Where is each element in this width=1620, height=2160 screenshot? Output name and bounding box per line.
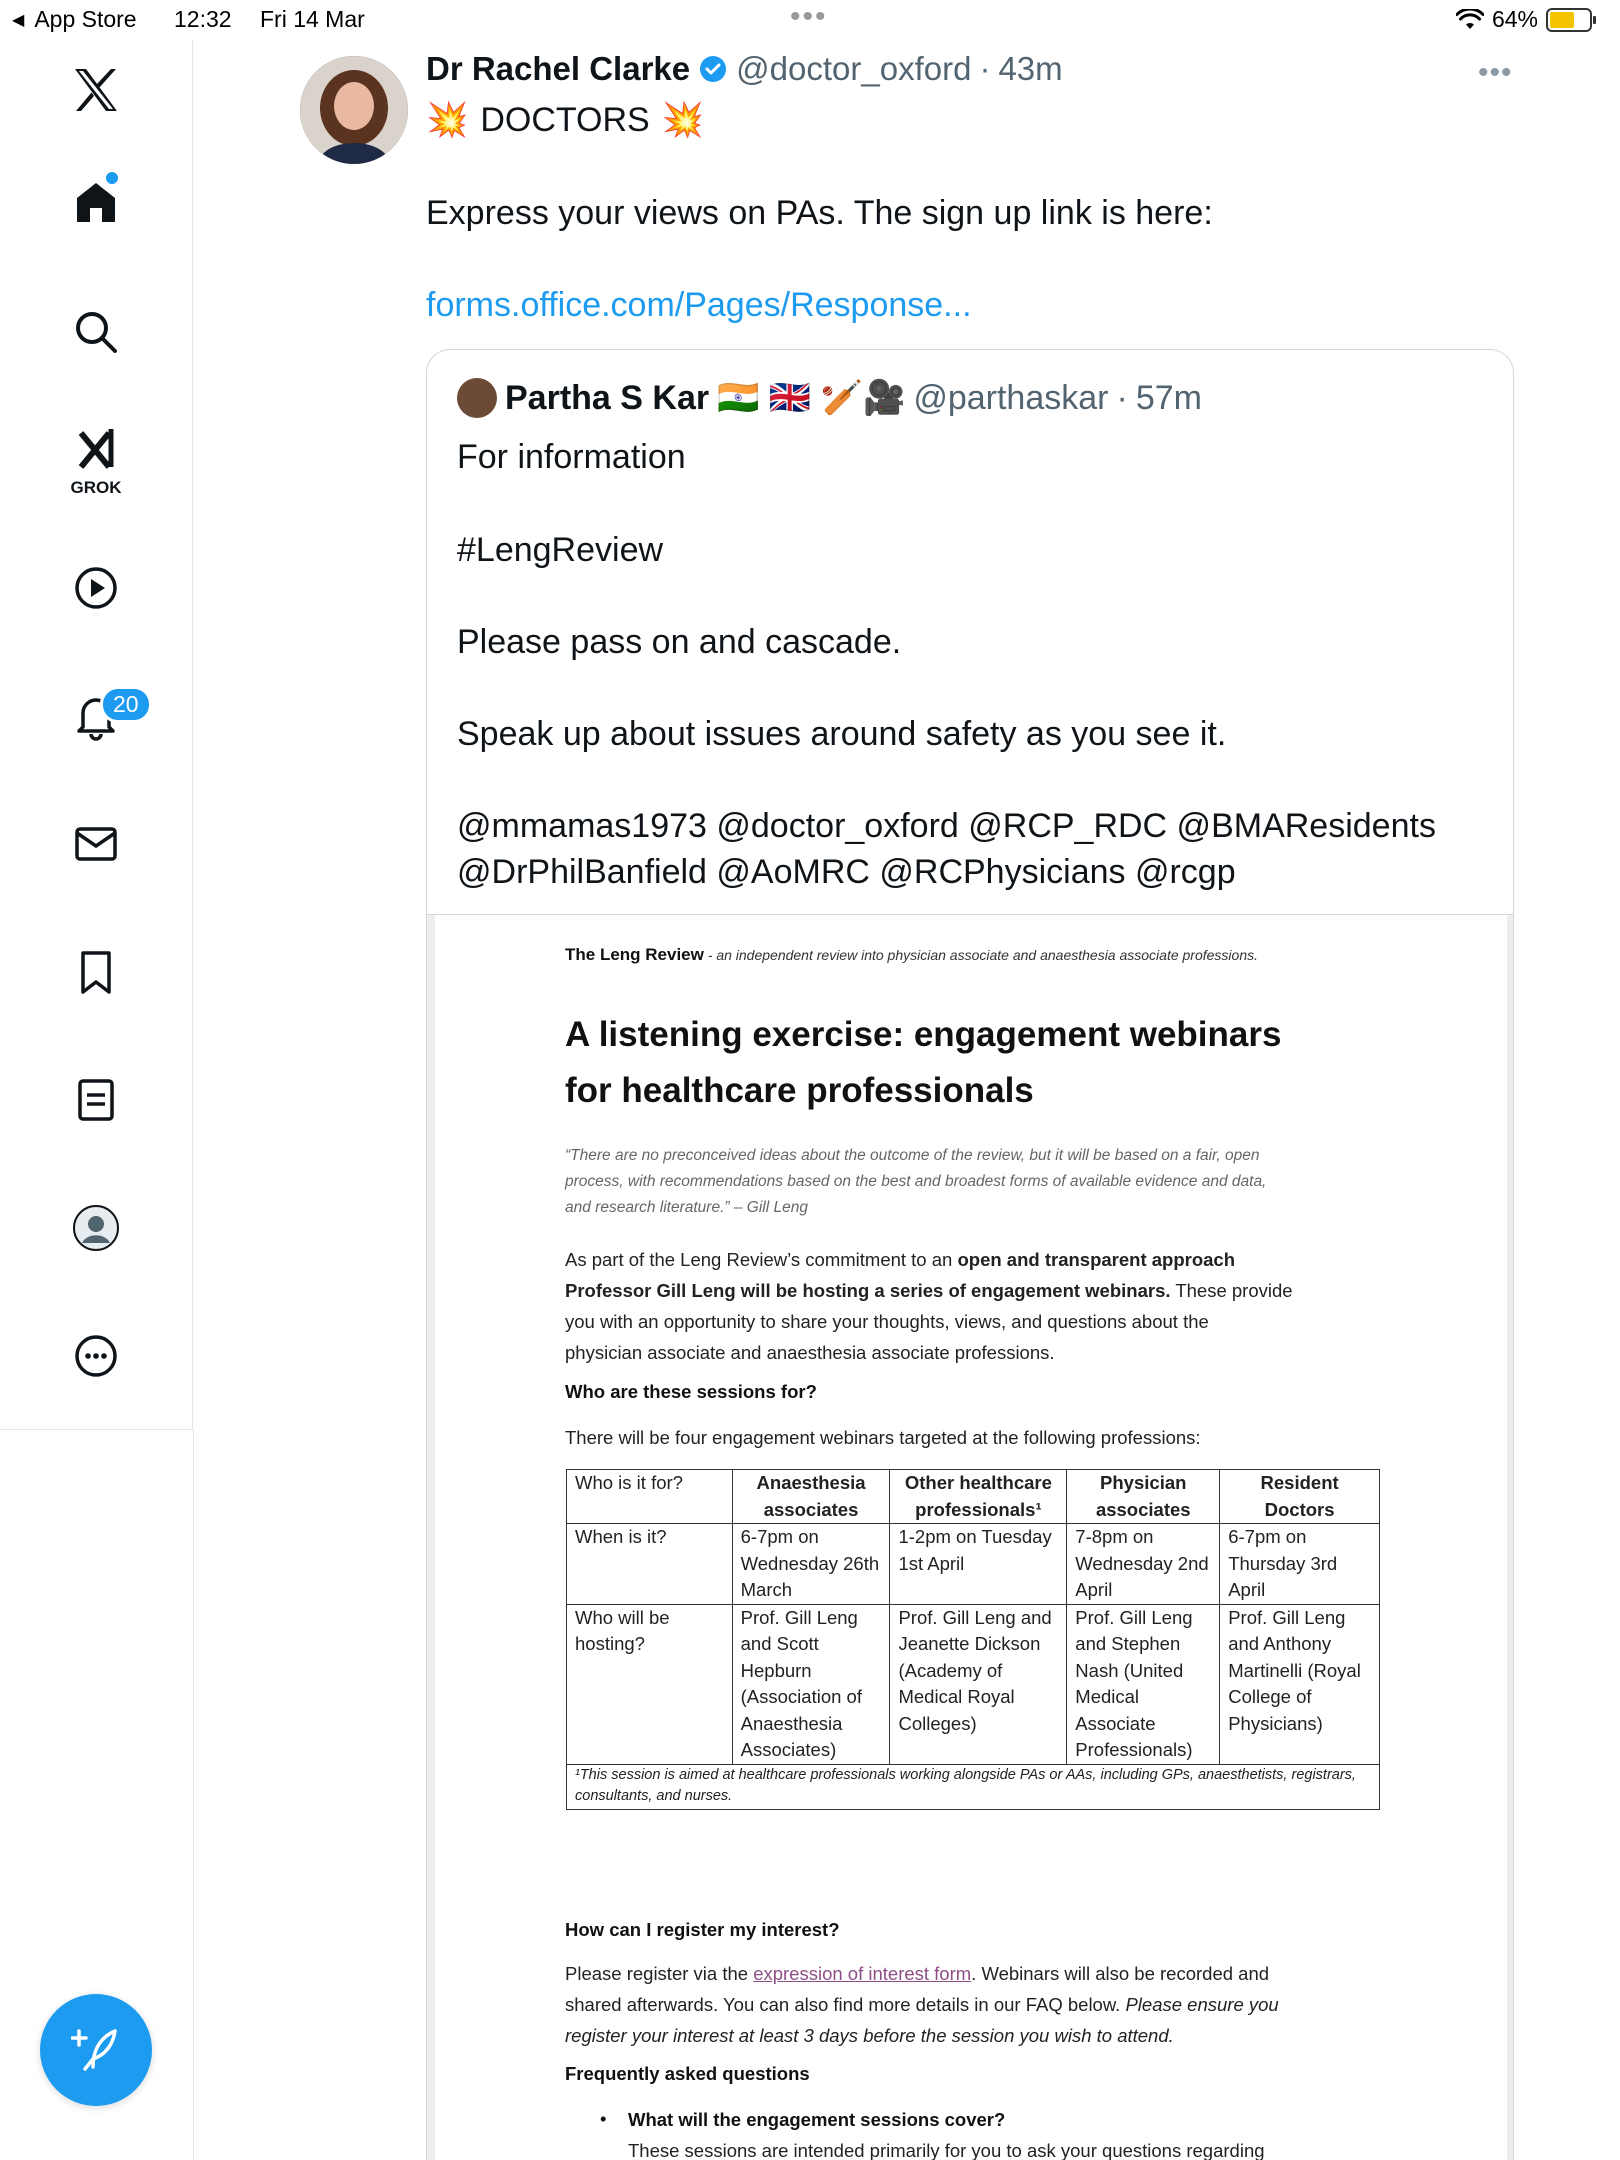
tweet-headline: DOCTORS <box>480 100 650 139</box>
register-text-part: shared afterwards. You can also find more details in our FAQ below. <box>565 1994 1126 2015</box>
status-time: 12:32 <box>174 6 232 32</box>
tweet-time[interactable]: 43m <box>998 50 1063 87</box>
document-kicker-subtitle: - an independent review into physician associate and anaesthesia associate professions. <box>703 947 1258 963</box>
table-cell: 1-2pm on Tuesday 1st April <box>890 1524 1067 1605</box>
compose-post-button[interactable] <box>40 1994 152 2106</box>
document-kicker <box>565 945 1258 965</box>
intro-bold: open and transparent approach <box>957 1249 1236 1270</box>
table-row <box>567 1524 1380 1605</box>
bookmarks-icon[interactable] <box>66 942 126 1002</box>
status-indicators <box>1456 6 1592 33</box>
multitasking-dots-icon[interactable]: ••• <box>790 0 828 33</box>
lists-icon[interactable] <box>66 1070 126 1130</box>
expression-of-interest-link[interactable]: expression of interest form <box>753 1963 972 1984</box>
register-text-part: . Webinars will also be recorded and <box>971 1963 1270 1984</box>
table-cell: Prof. Gill Leng and Scott Hepburn (Association of Anaesthesia Associates) <box>732 1604 890 1764</box>
author-handle[interactable]: @doctor_oxford <box>736 50 972 87</box>
quote-mentions-line[interactable]: @DrPhilBanfield @AoMRC @RCPhysicians @rcgp <box>457 853 1236 891</box>
table-cell: Prof. Gill Leng and Jeanette Dickson (Academy of Medical Royal Colleges) <box>890 1604 1067 1764</box>
intro-text: These provide <box>1170 1280 1293 1301</box>
quote-text-line: For information <box>457 438 686 476</box>
more-options-icon[interactable] <box>66 1326 126 1386</box>
register-note: register your interest at least 3 days before the session you wish to attend. <box>565 2025 1174 2046</box>
quote-author-emojis: 🇮🇳 🇬🇧 🏏🎥 <box>717 379 906 417</box>
intro-bold: Professor Gill Leng will be hosting a series of engagement webinars. <box>565 1280 1171 1301</box>
table-row-label: Who is it for? <box>567 1470 733 1524</box>
intro-text: physician associate and anaesthesia associate professions. <box>565 1342 1055 1363</box>
table-cell: 6-7pm on Thursday 3rd April <box>1220 1524 1380 1605</box>
intro-text: you with an opportunity to share your thoughts, views, and questions about the <box>565 1311 1209 1332</box>
tweet-header <box>426 50 1063 88</box>
table-row-label: Who will be hosting? <box>567 1604 733 1764</box>
document-page <box>435 915 1507 2160</box>
faq-question: What will the engagement sessions cover? <box>628 2109 1006 2130</box>
table-header: Other healthcare professionals¹ <box>890 1470 1067 1524</box>
table-row <box>567 1764 1380 1809</box>
search-icon[interactable] <box>66 302 126 362</box>
table-cell: Prof. Gill Leng and Stephen Nash (United Medical Associate Professionals) <box>1067 1604 1220 1764</box>
table-row-label: When is it? <box>567 1524 733 1605</box>
table-cell: 7-8pm on Wednesday 2nd April <box>1067 1524 1220 1605</box>
sidebar-divider <box>193 1430 194 2160</box>
notifications-badge: 20 <box>100 686 152 723</box>
battery-icon <box>1546 8 1592 32</box>
back-app-label: App Store <box>34 6 137 32</box>
register-note: Please ensure you <box>1125 1994 1279 2015</box>
pull-quote-line: and research literature.” – Gill Leng <box>565 1199 808 1216</box>
tweet-text-line2: Express your views on PAs. The sign up link is here: <box>426 194 1213 232</box>
back-arrow-icon: ◀ <box>12 11 25 29</box>
faq-answer: These sessions are intended primarily for you to ask your questions regarding <box>628 2140 1265 2160</box>
x-logo-icon[interactable] <box>66 60 126 120</box>
battery-percent: 64% <box>1491 6 1538 32</box>
header-separator: · <box>979 50 991 87</box>
tweet-more-icon[interactable]: ••• <box>1478 56 1513 89</box>
verified-badge-icon <box>698 54 728 84</box>
quote-hashtag[interactable]: #LengReview <box>457 531 664 569</box>
quote-author-name[interactable]: Partha S Kar <box>505 378 710 417</box>
quote-text-line: Speak up about issues around safety as you see it. <box>457 715 1227 753</box>
document-title <box>565 1007 1385 1119</box>
quote-text-line: Please pass on and cascade. <box>457 623 902 661</box>
table-row <box>567 1470 1380 1524</box>
tweet-text-line1 <box>426 100 704 140</box>
webinar-table <box>566 1469 1380 1810</box>
register-heading: How can I register my interest? <box>565 1919 840 1940</box>
document-intro <box>565 1244 1395 1368</box>
profile-icon[interactable] <box>66 1198 126 1258</box>
who-heading: Who are these sessions for? <box>565 1381 817 1402</box>
pull-quote-line: process, with recommendations based on the best and broadest forms of available evidence and data, <box>565 1173 1267 1190</box>
table-footnote: ¹This session is aimed at healthcare professionals working alongside PAs or AAs, including GPs, anaesthetists, registrars, consultants, and nurses. <box>567 1764 1380 1809</box>
table-cell: Prof. Gill Leng and Anthony Martinelli (Royal College of Physicians) <box>1220 1604 1380 1764</box>
wifi-icon <box>1456 9 1484 31</box>
grok-label: GROK <box>70 478 122 497</box>
author-avatar[interactable] <box>300 56 408 164</box>
status-bar <box>0 0 1620 40</box>
messages-icon[interactable] <box>66 814 126 874</box>
compose-post-icon <box>71 2025 121 2075</box>
back-to-app-store[interactable] <box>12 6 137 33</box>
battery-level <box>1550 12 1574 28</box>
quoted-tweet[interactable] <box>426 349 1514 2160</box>
table-cell: 6-7pm on Wednesday 26th March <box>732 1524 890 1605</box>
table-row <box>567 1604 1380 1764</box>
grok-icon[interactable] <box>66 420 126 480</box>
table-header: Resident Doctors <box>1220 1470 1380 1524</box>
tweet-link[interactable]: forms.office.com/Pages/Response... <box>426 286 972 324</box>
quote-time[interactable]: 57m <box>1135 378 1202 417</box>
table-header: Anaesthesia associates <box>732 1470 890 1524</box>
collision-emoji-right-icon: 💥 <box>661 101 705 139</box>
attached-document-image[interactable] <box>427 914 1514 2160</box>
quote-avatar[interactable] <box>457 378 497 418</box>
quote-separator: · <box>1116 378 1128 417</box>
home-unread-dot <box>106 172 118 184</box>
intro-text: As part of the Leng Review’s commitment to an <box>565 1249 958 1270</box>
quote-author-handle[interactable]: @parthaskar <box>913 378 1109 417</box>
faq-heading: Frequently asked questions <box>565 2063 810 2084</box>
author-name[interactable]: Dr Rachel Clarke <box>426 50 691 87</box>
pull-quote-line: “There are no preconceived ideas about the outcome of the review, but it will be based on a fair, open <box>565 1147 1260 1164</box>
document-title-line: A listening exercise: engagement webinars <box>565 1015 1282 1054</box>
table-header: Physician associates <box>1067 1470 1220 1524</box>
faq-bullet: • <box>600 2108 607 2129</box>
video-icon[interactable] <box>66 558 126 618</box>
quote-mentions-line[interactable]: @mmamas1973 @doctor_oxford @RCP_RDC @BMAResidents <box>457 807 1436 845</box>
register-text-part: Please register via the <box>565 1963 754 1984</box>
quote-header <box>457 378 1202 418</box>
collision-emoji-left-icon: 💥 <box>426 101 469 139</box>
register-text <box>565 1958 1395 2051</box>
who-text: There will be four engagement webinars targeted at the following professions: <box>565 1427 1201 1448</box>
document-kicker-title: The Leng Review <box>565 945 704 964</box>
document-title-line: for healthcare professionals <box>565 1071 1034 1110</box>
document-pull-quote <box>565 1143 1395 1221</box>
status-date: Fri 14 Mar <box>260 6 365 32</box>
